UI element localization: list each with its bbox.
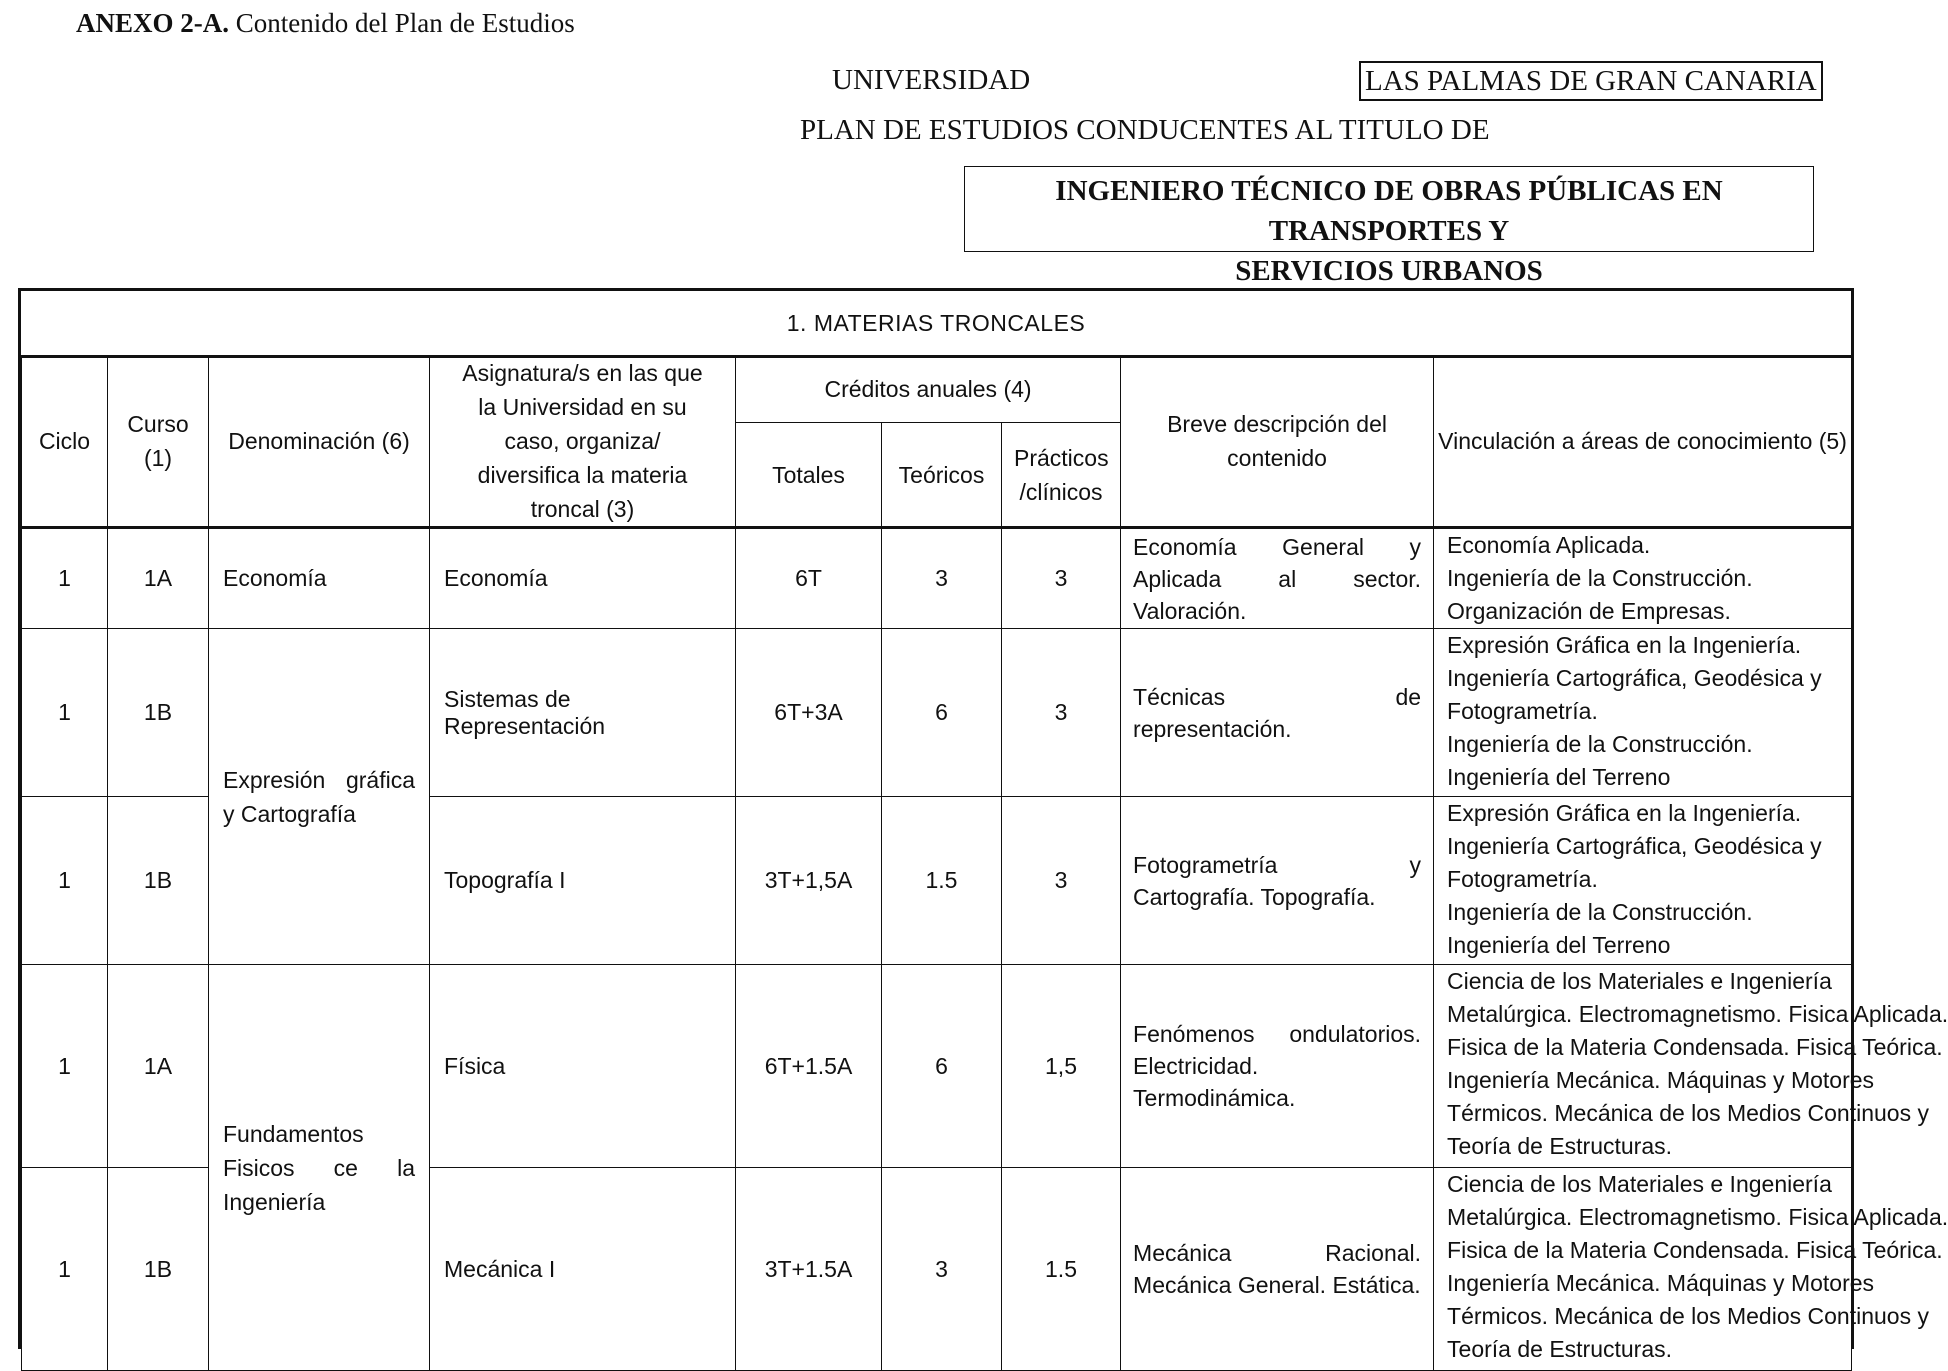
cell-totales: 3T+1,5A [736, 797, 882, 965]
area-item: Economía Aplicada. [1447, 532, 1651, 558]
cell-practicos: 1.5 [1002, 1168, 1121, 1371]
cell-areas [1434, 965, 1948, 1168]
cell-ciclo: 1 [22, 629, 108, 797]
cell-ciclo: 1 [22, 797, 108, 965]
area-item: Fisica de la Materia Condensada. Fisica Teórica. [1447, 1237, 1943, 1263]
area-item: Ingeniería del Terreno [1447, 932, 1671, 958]
area-item: Ingeniería Cartográfica, Geodésica y [1447, 665, 1822, 691]
cell-curso: 1B [108, 1168, 209, 1371]
header-creditos: Créditos anuales (4) [736, 356, 1121, 423]
area-item: Teoría de Estructuras. [1447, 1133, 1673, 1159]
cell-asignatura: Topografía I [430, 797, 736, 965]
cell-practicos: 1,5 [1002, 965, 1121, 1168]
header-ciclo: Ciclo [22, 356, 108, 528]
cell-descripcion: Mecánica Racional. Mecánica General. Estática. [1121, 1168, 1434, 1371]
degree-title-line-1: INGENIERO TÉCNICO DE OBRAS PÚBLICAS EN TRANSPORTES Y [1055, 175, 1723, 247]
cell-teoricos: 6 [882, 965, 1002, 1168]
cell-totales: 6T+3A [736, 629, 882, 797]
table-row [22, 629, 1852, 797]
cell-curso: 1B [108, 629, 209, 797]
university-label: UNIVERSIDAD [832, 64, 1031, 96]
cell-asignatura: Mecánica I [430, 1168, 736, 1371]
cell-ciclo: 1 [22, 528, 108, 629]
cell-practicos: 3 [1002, 797, 1121, 965]
area-item: Ciencia de los Materiales e Ingeniería [1447, 1171, 1832, 1197]
plan-label: PLAN DE ESTUDIOS CONDUCENTES AL TITULO DE [800, 114, 1490, 146]
cell-descripcion: Economía General y Aplicada al sector. Valoración. [1121, 528, 1434, 629]
annex-title [76, 8, 575, 39]
header-vinculacion: Vinculación a áreas de conocimiento (5) [1434, 356, 1852, 528]
cell-totales: 6T [736, 528, 882, 629]
cell-areas [1434, 797, 1852, 965]
cell-teoricos: 6 [882, 629, 1002, 797]
curriculum-table [18, 288, 1948, 1362]
cell-descripcion: Técnicas de representación. [1121, 629, 1434, 797]
cell-totales: 6T+1.5A [736, 965, 882, 1168]
cell-asignatura: Física [430, 965, 736, 1168]
area-item: Fotogrametría. [1447, 866, 1598, 892]
degree-title-box [964, 166, 1814, 287]
cell-ciclo: 1 [22, 1168, 108, 1371]
cell-denominacion: Economía [209, 528, 430, 629]
header-practicos: Prácticos /clínicos [1002, 423, 1121, 528]
area-item: Metalúrgica. Electromagnetismo. Fisica Aplicada. [1447, 1204, 1948, 1230]
cell-areas [1434, 1168, 1948, 1371]
cell-denominacion: Fundamentos Fisicos ce la Ingeniería [209, 965, 430, 1371]
header-denominacion: Denominación (6) [209, 356, 430, 528]
cell-asignatura: Economía [430, 528, 736, 629]
area-item: Expresión Gráfica en la Ingeniería. [1447, 800, 1802, 826]
annex-subtitle: Contenido del Plan de Estudios [235, 8, 575, 38]
header-teoricos: Teóricos [882, 423, 1002, 528]
area-item: Térmicos. Mecánica de los Medios Continuos y [1447, 1100, 1929, 1126]
header-asignatura: Asignatura/s en las que la Universidad en su caso, organiza/ diversifica la materia troncal (3) [430, 356, 736, 528]
cell-curso: 1B [108, 797, 209, 965]
degree-title-line-2: SERVICIOS URBANOS [1235, 255, 1543, 287]
area-item: Fisica de la Materia Condensada. Fisica Teórica. [1447, 1034, 1943, 1060]
university-name: LAS PALMAS DE GRAN CANARIA [1359, 61, 1823, 101]
cell-teoricos: 3 [882, 528, 1002, 629]
area-item: Organización de Empresas. [1447, 598, 1731, 624]
annex-number: ANEXO 2-A. [76, 8, 229, 38]
cell-teoricos: 3 [882, 1168, 1002, 1371]
cell-areas [1434, 528, 1852, 629]
cell-practicos: 3 [1002, 629, 1121, 797]
table-row [22, 528, 1852, 629]
cell-totales: 3T+1.5A [736, 1168, 882, 1371]
area-item: Ciencia de los Materiales e Ingeniería [1447, 968, 1832, 994]
section-title: 1. MATERIAS TRONCALES [21, 291, 1851, 358]
area-item: Expresión Gráfica en la Ingeniería. [1447, 632, 1802, 658]
area-item: Fotogrametría. [1447, 698, 1598, 724]
cell-denominacion: Expresión gráfica y Cartografía [209, 629, 430, 965]
cell-ciclo: 1 [22, 965, 108, 1168]
header-totales: Totales [736, 423, 882, 528]
cell-areas [1434, 629, 1852, 797]
cell-descripcion: Fenómenos ondulatorios. Electricidad. Termodinámica. [1121, 965, 1434, 1168]
cell-asignatura: Sistemas de Representación [430, 629, 736, 797]
area-item: Ingeniería de la Construcción. [1447, 565, 1753, 591]
cell-teoricos: 1.5 [882, 797, 1002, 965]
area-item: Teoría de Estructuras. [1447, 1336, 1673, 1362]
area-item: Ingeniería Mecánica. Máquinas y Motores [1447, 1270, 1875, 1296]
area-item: Ingeniería Mecánica. Máquinas y Motores [1447, 1067, 1875, 1093]
cell-descripcion: Fotogrametría y Cartografía. Topografía. [1121, 797, 1434, 965]
area-item: Térmicos. Mecánica de los Medios Continuos y [1447, 1303, 1929, 1329]
cell-curso: 1A [108, 528, 209, 629]
area-item: Metalúrgica. Electromagnetismo. Fisica Aplicada. [1447, 1001, 1948, 1027]
header-curso: Curso (1) [108, 356, 209, 528]
cell-curso: 1A [108, 965, 209, 1168]
area-item: Ingeniería de la Construcción. [1447, 731, 1753, 757]
table-row [22, 965, 1852, 1168]
cell-practicos: 3 [1002, 528, 1121, 629]
area-item: Ingeniería Cartográfica, Geodésica y [1447, 833, 1822, 859]
header-descripcion: Breve descripción del contenido [1121, 356, 1434, 528]
courses-table [21, 355, 1948, 1371]
area-item: Ingeniería del Terreno [1447, 764, 1671, 790]
area-item: Ingeniería de la Construcción. [1447, 899, 1753, 925]
